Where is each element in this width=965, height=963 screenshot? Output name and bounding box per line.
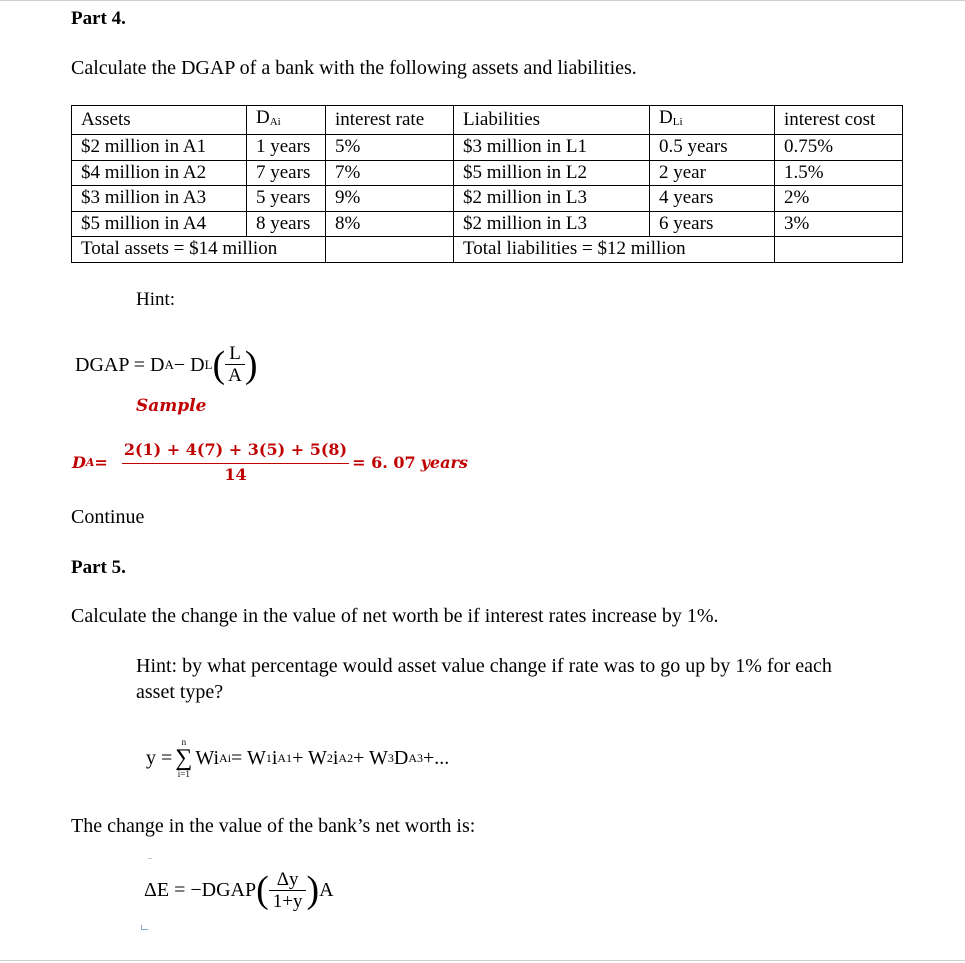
sigma-bottom: i=1 bbox=[177, 769, 190, 779]
cell-liability: $2 million in L3 bbox=[454, 186, 650, 212]
cell-dli: 4 years bbox=[650, 186, 775, 212]
cell-dai: 5 years bbox=[247, 186, 326, 212]
sample-result-unit: years bbox=[420, 452, 468, 472]
y-rhs: Wi bbox=[195, 746, 220, 769]
cell-dai: 1 years bbox=[247, 135, 326, 161]
dgap-fraction bbox=[225, 344, 245, 386]
y-tail: +... bbox=[423, 746, 450, 769]
assets-liabilities-table bbox=[71, 105, 903, 263]
sample-label: Sample bbox=[136, 396, 207, 416]
part5-hint-line1: Hint: by what percentage would asset value change if rate was to go up by 1% for each bbox=[136, 655, 832, 677]
dgap-sub-l: L bbox=[204, 357, 213, 372]
cell-liability: $5 million in L2 bbox=[454, 160, 650, 186]
cell-liability: $2 million in L3 bbox=[454, 211, 650, 237]
networth-text: The change in the value of the bank’s net worth is: bbox=[71, 815, 476, 837]
header-dai-sub: Ai bbox=[269, 116, 281, 128]
y-t2-sub1: 2 bbox=[326, 750, 333, 765]
bottom-divider bbox=[0, 960, 965, 961]
close-paren-icon: ) bbox=[244, 344, 258, 386]
sample-lhs-eq: = bbox=[94, 452, 108, 472]
sigma-top: n bbox=[181, 737, 187, 747]
y-t3-d: D bbox=[393, 746, 409, 769]
y-t2-sub2: A2 bbox=[338, 750, 354, 765]
sample-formula bbox=[72, 436, 468, 488]
part5-prompt: Calculate the change in the value of net worth be if interest rates increase by 1%. bbox=[71, 605, 719, 627]
open-paren-icon: ( bbox=[256, 869, 269, 911]
cell-cost: 1.5% bbox=[775, 160, 903, 186]
continue-text: Continue bbox=[71, 506, 145, 528]
cell-cost: 0.75% bbox=[775, 135, 903, 161]
header-liabilities: Liabilities bbox=[454, 106, 650, 135]
anchor-icon bbox=[141, 925, 148, 930]
header-dli-main: D bbox=[659, 107, 673, 128]
cell-dli: 0.5 years bbox=[650, 135, 775, 161]
y-t3: + W bbox=[353, 746, 388, 769]
part5-heading: Part 5. bbox=[71, 557, 126, 578]
cell-dai: 8 years bbox=[247, 211, 326, 237]
table-header-row bbox=[72, 106, 903, 135]
cell-dli: 6 years bbox=[650, 211, 775, 237]
dgap-lhs: DGAP = D bbox=[75, 353, 165, 376]
open-paren-icon: ( bbox=[212, 344, 226, 386]
cell-rate: 8% bbox=[326, 211, 454, 237]
cell-asset: $2 million in A1 bbox=[72, 135, 247, 161]
cell-rate: 5% bbox=[326, 135, 454, 161]
table-row bbox=[72, 186, 903, 212]
header-interest-cost: interest cost bbox=[775, 106, 903, 135]
y-t2: + W bbox=[292, 746, 327, 769]
top-divider bbox=[0, 0, 965, 1]
sample-lhs: D bbox=[72, 452, 86, 472]
cell-asset: $4 million in A2 bbox=[72, 160, 247, 186]
header-interest-rate: interest rate bbox=[326, 106, 454, 135]
artifact-dot bbox=[148, 858, 152, 859]
header-dli-sub: Li bbox=[672, 116, 683, 128]
y-t1-sub2: A1 bbox=[277, 750, 293, 765]
cell-dai: 7 years bbox=[247, 160, 326, 186]
sigma-icon: ∑ bbox=[175, 745, 193, 771]
y-t3-sub2: A3 bbox=[408, 750, 424, 765]
networth-denominator: 1+y bbox=[272, 890, 303, 912]
part5-hint-line2: asset type? bbox=[136, 681, 224, 703]
cell-cost: 2% bbox=[775, 186, 903, 212]
dgap-minus: − D bbox=[173, 353, 205, 376]
y-t1-i: i bbox=[271, 746, 278, 769]
cell-empty bbox=[775, 237, 903, 263]
weighted-y-formula bbox=[146, 732, 449, 784]
y-t2-i: i bbox=[332, 746, 339, 769]
networth-lhs: ΔE = −DGAP bbox=[144, 878, 257, 901]
networth-tail: A bbox=[319, 878, 334, 901]
y-t1-sub1: 1 bbox=[265, 750, 272, 765]
frac-denominator: A bbox=[228, 365, 242, 386]
sample-fraction bbox=[122, 439, 349, 486]
sample-result: = 6. 07 bbox=[352, 452, 416, 472]
cell-rate: 7% bbox=[326, 160, 454, 186]
cell-asset: $3 million in A3 bbox=[72, 186, 247, 212]
part4-prompt: Calculate the DGAP of a bank with the following assets and liabilities. bbox=[71, 57, 637, 79]
sample-denominator: 14 bbox=[224, 464, 247, 484]
networth-fraction bbox=[269, 869, 307, 912]
cell-total-liabilities: Total liabilities = $12 million bbox=[454, 237, 775, 263]
header-dli bbox=[650, 106, 775, 135]
dgap-sub-a: A bbox=[164, 357, 174, 372]
cell-empty bbox=[326, 237, 454, 263]
header-dai bbox=[247, 106, 326, 135]
header-assets: Assets bbox=[72, 106, 247, 135]
hint1-label: Hint: bbox=[136, 289, 176, 310]
sample-numerator: 2(1) + 4(7) + 3(5) + 5(8) bbox=[122, 439, 349, 464]
frac-numerator: L bbox=[225, 344, 245, 365]
y-eq: y = bbox=[146, 746, 173, 769]
cell-cost: 3% bbox=[775, 211, 903, 237]
table-row bbox=[72, 135, 903, 161]
cell-asset: $5 million in A4 bbox=[72, 211, 247, 237]
header-dai-main: D bbox=[256, 107, 270, 128]
part4-heading: Part 4. bbox=[71, 8, 126, 29]
cell-dli: 2 year bbox=[650, 160, 775, 186]
table-row bbox=[72, 211, 903, 237]
sigma-block bbox=[175, 738, 192, 780]
cell-total-assets: Total assets = $14 million bbox=[72, 237, 326, 263]
networth-formula bbox=[144, 862, 334, 918]
networth-numerator: Δy bbox=[269, 869, 307, 891]
close-paren-icon: ) bbox=[306, 869, 320, 911]
dgap-formula bbox=[75, 337, 258, 393]
sample-lhs-sub: A bbox=[85, 455, 95, 469]
table-total-row bbox=[72, 237, 903, 263]
table-row bbox=[72, 160, 903, 186]
y-rhs-sub: Ai bbox=[219, 750, 232, 765]
y-t3-sub1: 3 bbox=[387, 750, 394, 765]
y-t1: = W bbox=[231, 746, 266, 769]
cell-rate: 9% bbox=[326, 186, 454, 212]
cell-liability: $3 million in L1 bbox=[454, 135, 650, 161]
